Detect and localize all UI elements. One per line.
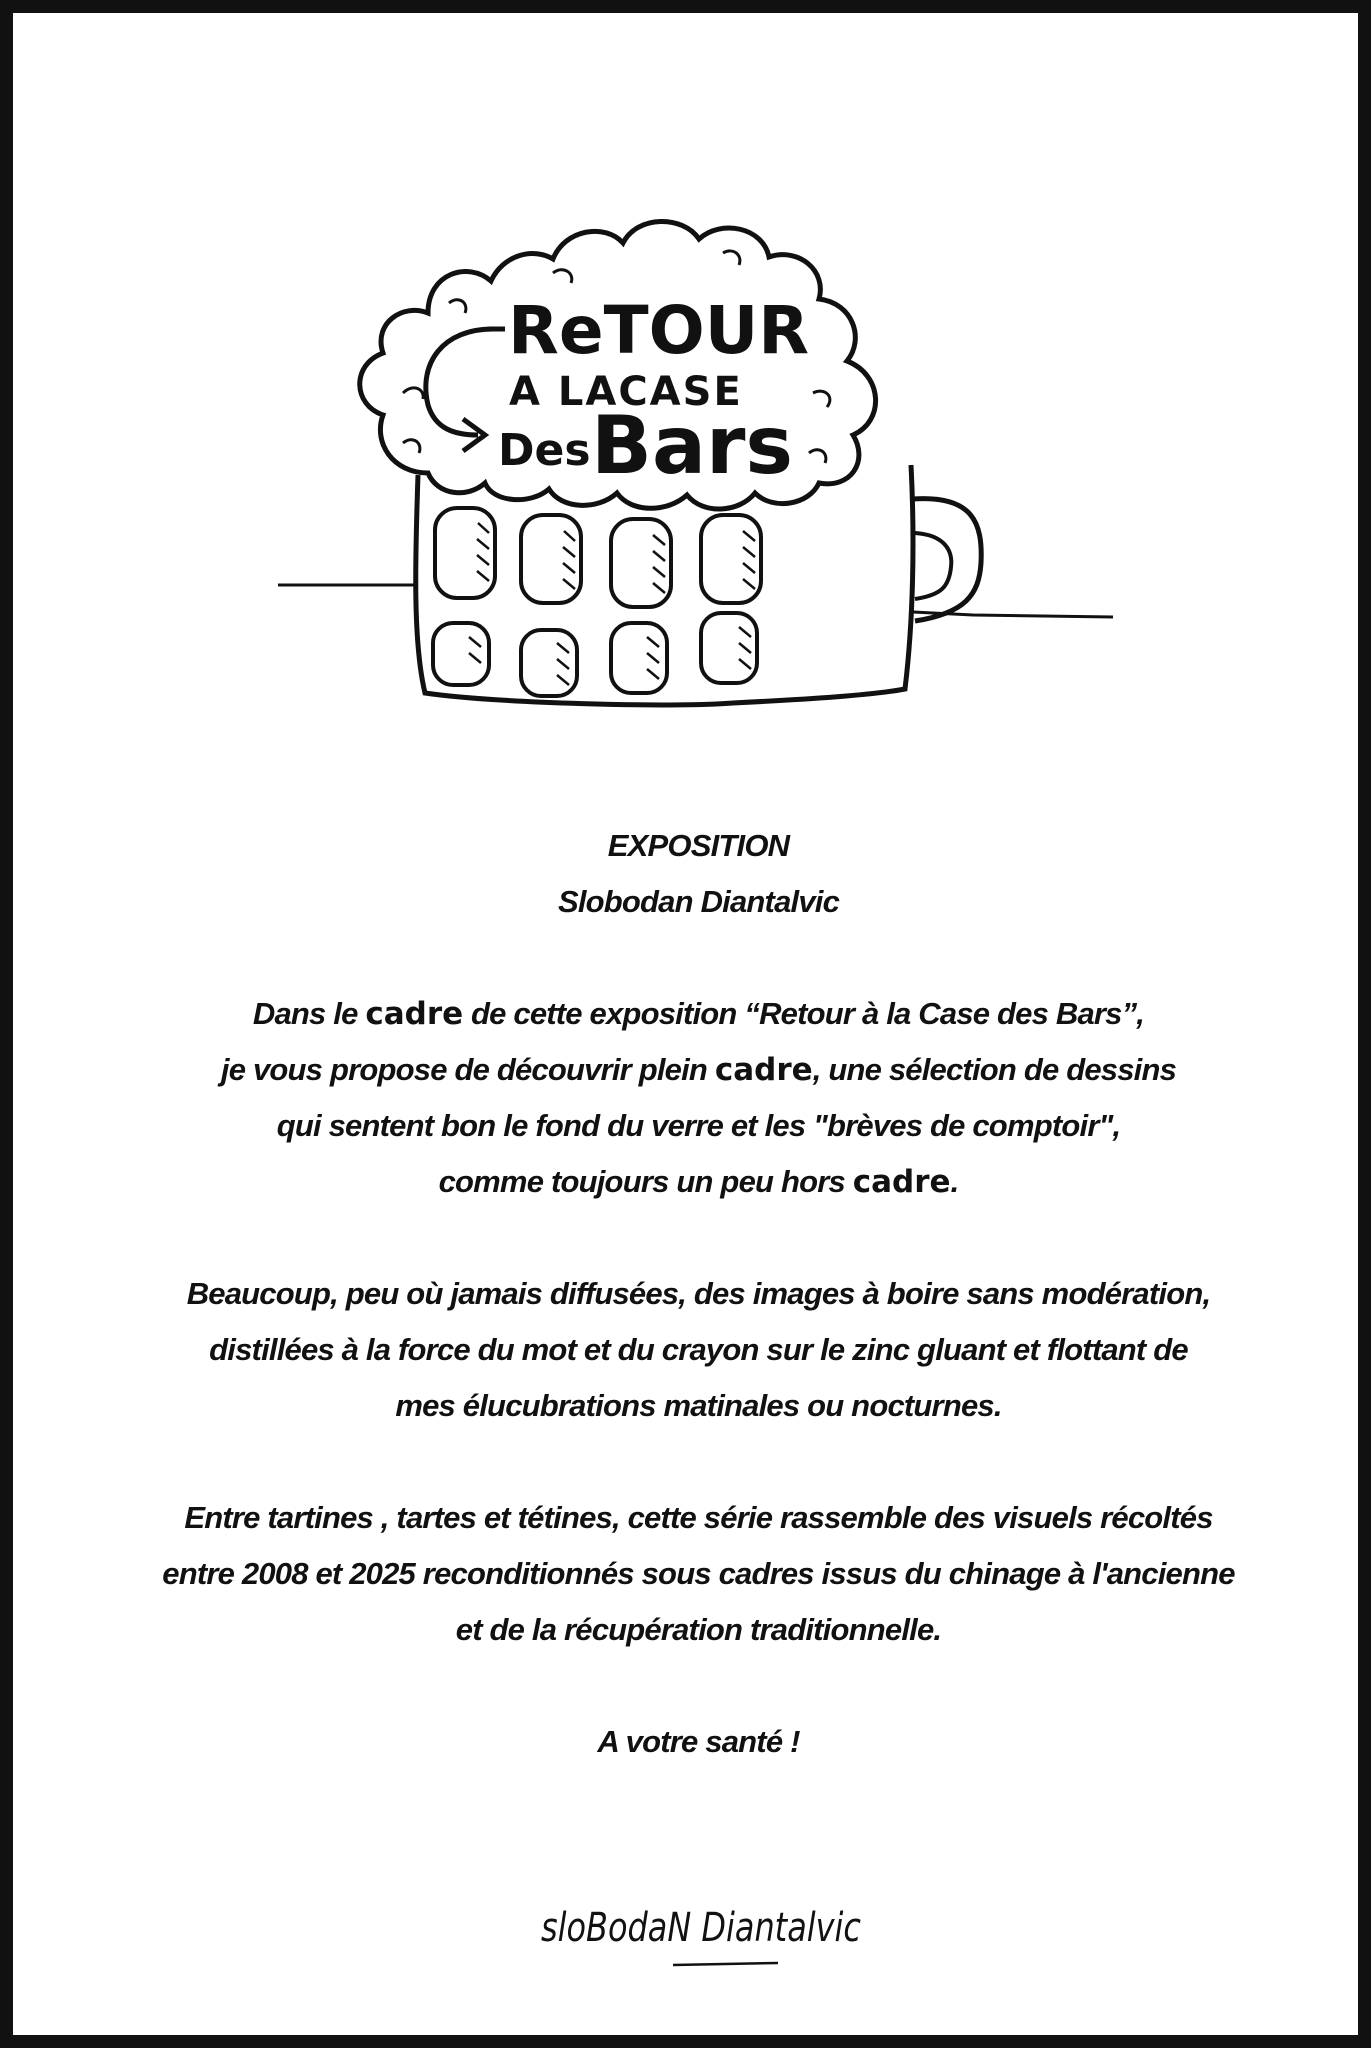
text-span: de cette exposition “Retour à la Case des Bars”, bbox=[463, 996, 1145, 1031]
text-line bbox=[73, 986, 1324, 1042]
artist-signature bbox=[533, 1873, 873, 1983]
text-line: Beaucoup, peu où jamais diffusées, des images à boire sans modération, bbox=[186, 1276, 1211, 1311]
exhibition-text bbox=[73, 818, 1324, 1770]
text-line bbox=[73, 1154, 1324, 1210]
signature-text: sloBodaN Diantalvic bbox=[541, 1905, 861, 1951]
cadre-word: cadre bbox=[852, 1164, 951, 1200]
text-span: . bbox=[950, 1164, 959, 1199]
paragraph-images bbox=[73, 1266, 1324, 1434]
text-span: je vous propose de découvrir plein bbox=[220, 1052, 715, 1087]
text-span: Dans le bbox=[252, 996, 366, 1031]
closing-toast: A votre santé ! bbox=[597, 1724, 800, 1759]
logo-line-a-la-case: A LACASE bbox=[509, 369, 743, 415]
logo-line-bars: Bars bbox=[591, 399, 794, 492]
cadre-word: cadre bbox=[365, 996, 464, 1032]
cadre-word: cadre bbox=[714, 1052, 813, 1088]
text-line: mes élucubrations matinales ou nocturnes. bbox=[395, 1388, 1002, 1423]
exhibition-title: EXPOSITION bbox=[607, 828, 790, 863]
logo-line-des: Des bbox=[498, 425, 591, 476]
beer-mug-illustration bbox=[253, 143, 1133, 763]
paragraph-series bbox=[73, 1490, 1324, 1658]
text-line bbox=[73, 1042, 1324, 1098]
text-line: qui sentent bon le fond du verre et les "brèves de comptoir", bbox=[276, 1108, 1121, 1143]
text-line: Entre tartines , tartes et tétines, cette série rassemble des visuels récoltés bbox=[184, 1500, 1213, 1535]
logo-line-retour: ReTOUR bbox=[508, 292, 810, 369]
text-line: distillées à la force du mot et du crayon sur le zinc gluant et flottant de bbox=[209, 1332, 1188, 1367]
artist-name: Slobodan Diantalvic bbox=[557, 884, 840, 919]
text-line: entre 2008 et 2025 reconditionnés sous cadres issus du chinage à l'ancienne bbox=[162, 1556, 1235, 1591]
text-span: , une sélection de dessins bbox=[812, 1052, 1177, 1087]
signature-drawing bbox=[533, 1873, 873, 1983]
beer-mug-logo bbox=[253, 143, 1133, 763]
text-line: et de la récupération traditionnelle. bbox=[455, 1612, 942, 1647]
paragraph-intro bbox=[73, 986, 1324, 1210]
text-span: comme toujours un peu hors bbox=[438, 1164, 853, 1199]
